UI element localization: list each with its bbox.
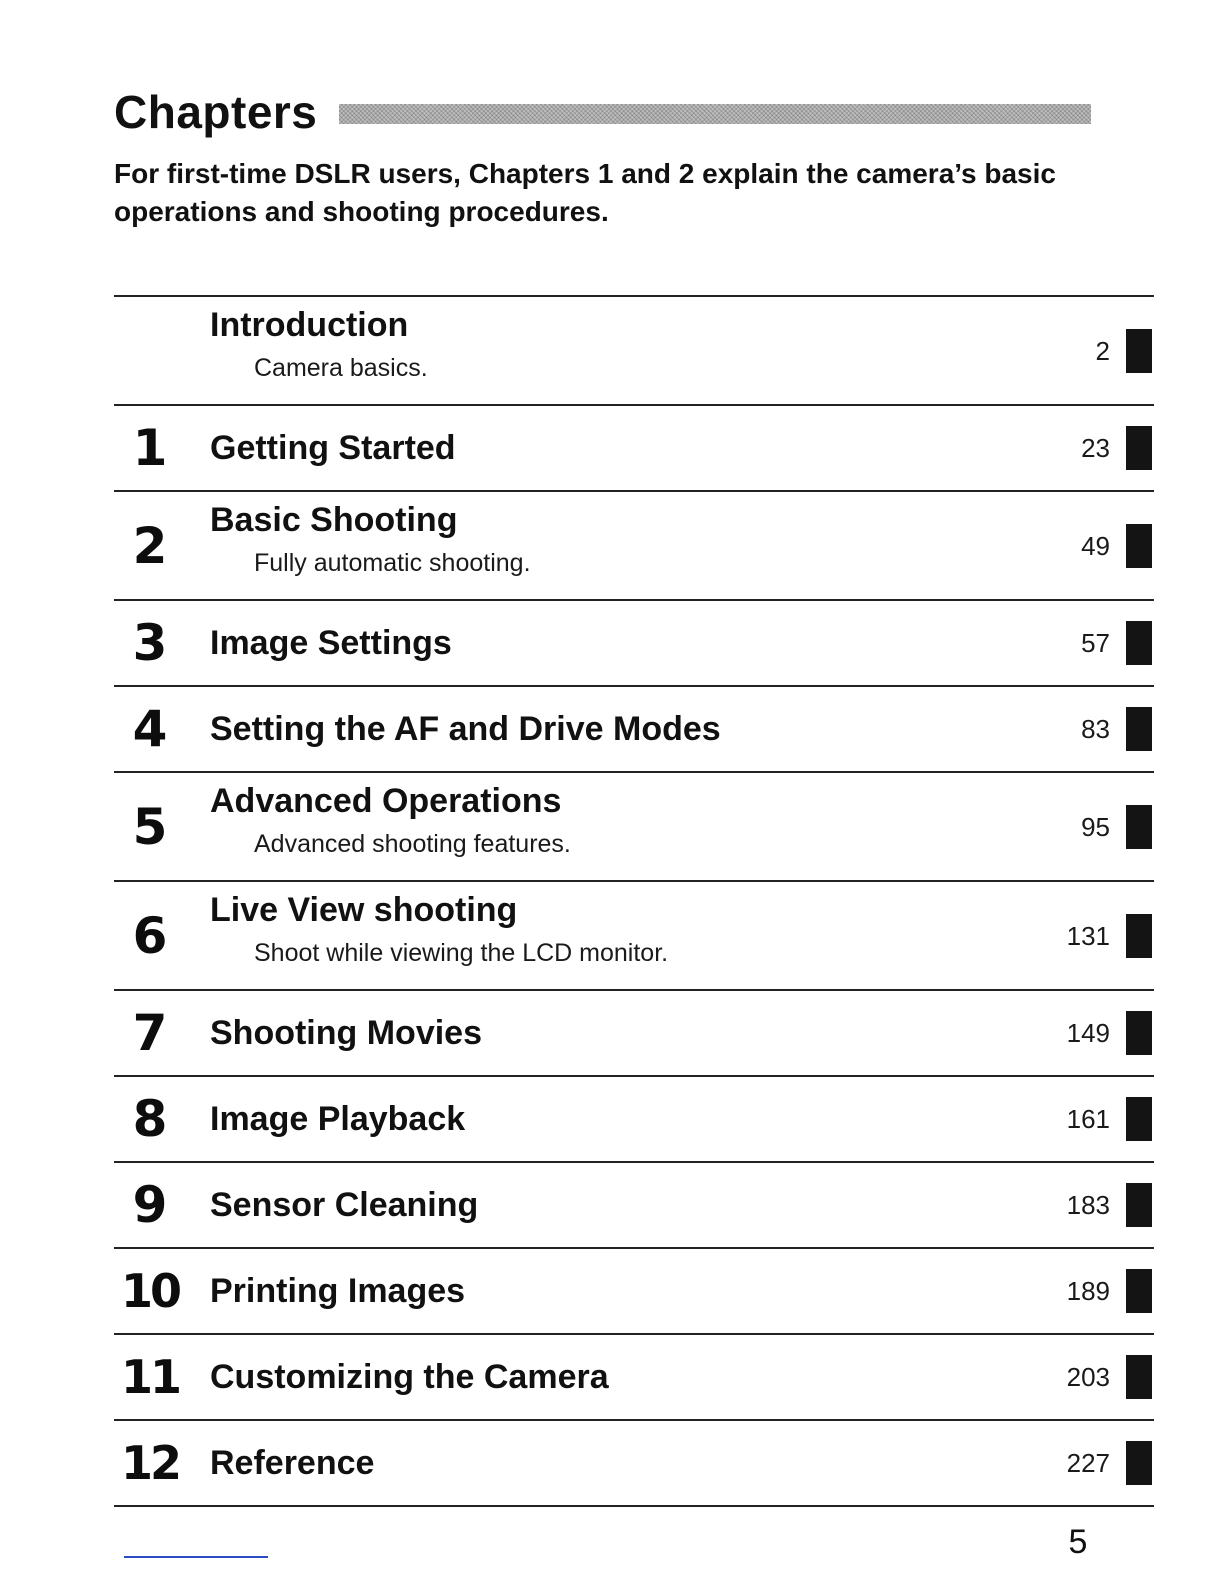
- chapter-tab-marker: [1126, 524, 1152, 568]
- footer-rule: [124, 1556, 268, 1558]
- chapter-page-number[interactable]: 203: [1066, 1362, 1110, 1392]
- chapter-tab-marker: [1126, 1355, 1152, 1399]
- chapter-row-introduction[interactable]: [114, 297, 1154, 406]
- chapter-title[interactable]: Advanced Operations: [210, 782, 562, 820]
- chapter-tab-marker: [1126, 329, 1152, 373]
- chapter-title[interactable]: Live View shooting: [210, 891, 518, 929]
- chapter-row-3[interactable]: [114, 601, 1154, 687]
- chapter-number: 6: [132, 906, 168, 965]
- chapter-row-6[interactable]: [114, 882, 1154, 991]
- chapter-subtitle: Advanced shooting features.: [254, 830, 571, 858]
- chapter-tab-marker: [1126, 1183, 1152, 1227]
- chapter-number: 4: [132, 700, 168, 758]
- chapter-page-number[interactable]: 183: [1066, 1190, 1110, 1220]
- chapter-tab-marker: [1126, 914, 1152, 958]
- chapter-subtitle: Fully automatic shooting.: [254, 549, 531, 577]
- chapter-row-4[interactable]: [114, 687, 1154, 773]
- chapter-page-number[interactable]: 49: [1081, 530, 1110, 561]
- chapter-number: 5: [132, 797, 168, 856]
- chapter-tab-marker: [1126, 1011, 1152, 1055]
- chapter-number: 7: [132, 1004, 168, 1062]
- chapter-tab-marker: [1126, 707, 1152, 751]
- chapter-title[interactable]: Reference: [210, 1444, 375, 1482]
- chapter-row-10[interactable]: [114, 1249, 1154, 1335]
- chapter-row-5[interactable]: [114, 773, 1154, 882]
- chapter-title[interactable]: Setting the AF and Drive Modes: [210, 710, 721, 748]
- chapter-title[interactable]: Image Playback: [210, 1100, 466, 1138]
- chapter-number: 8: [132, 1090, 168, 1148]
- chapter-list: [114, 295, 1154, 1507]
- chapter-title[interactable]: Shooting Movies: [210, 1014, 482, 1052]
- chapter-row-12[interactable]: [114, 1421, 1154, 1507]
- chapter-title[interactable]: Customizing the Camera: [210, 1358, 609, 1396]
- chapter-page-number[interactable]: 95: [1081, 811, 1110, 842]
- chapter-number: 12: [120, 1436, 179, 1490]
- chapter-row-9[interactable]: [114, 1163, 1154, 1249]
- chapter-number: 9: [132, 1176, 168, 1234]
- chapter-number: 10: [120, 1264, 179, 1318]
- chapter-page-number[interactable]: 189: [1066, 1276, 1110, 1306]
- chapter-tab-marker: [1126, 1269, 1152, 1313]
- chapter-tab-marker: [1126, 426, 1152, 470]
- chapter-number: 3: [132, 614, 168, 672]
- chapter-page-number[interactable]: 83: [1081, 714, 1110, 744]
- page-title: Chapters: [114, 86, 318, 138]
- title-shaded-bar: [339, 104, 1091, 124]
- chapter-row-11[interactable]: [114, 1335, 1154, 1421]
- chapter-row-1[interactable]: [114, 406, 1154, 492]
- chapter-title[interactable]: Introduction: [210, 306, 409, 344]
- chapter-number: 11: [120, 1350, 179, 1404]
- chapters-header: [114, 84, 1094, 140]
- chapter-page-number[interactable]: 131: [1066, 920, 1110, 951]
- chapter-subtitle: Shoot while viewing the LCD monitor.: [254, 939, 669, 967]
- chapter-row-2[interactable]: [114, 492, 1154, 601]
- footer-page-number: 5: [1068, 1523, 1088, 1561]
- chapter-tab-marker: [1126, 621, 1152, 665]
- chapter-page-number[interactable]: 57: [1081, 628, 1110, 658]
- chapter-tab-marker: [1126, 805, 1152, 849]
- chapter-title[interactable]: Sensor Cleaning: [210, 1186, 479, 1224]
- chapter-tab-marker: [1126, 1441, 1152, 1485]
- chapter-page-number[interactable]: 161: [1066, 1104, 1110, 1134]
- chapter-page-number[interactable]: 227: [1066, 1448, 1110, 1478]
- chapter-page-number[interactable]: 23: [1081, 433, 1110, 463]
- chapter-number: 1: [132, 419, 168, 477]
- chapter-page-number[interactable]: 149: [1066, 1018, 1110, 1048]
- chapter-row-7[interactable]: [114, 991, 1154, 1077]
- chapter-page-number[interactable]: 2: [1095, 335, 1110, 366]
- chapter-title[interactable]: Image Settings: [210, 624, 452, 662]
- chapter-title[interactable]: Basic Shooting: [210, 501, 458, 539]
- chapter-subtitle: Camera basics.: [254, 354, 428, 382]
- chapter-row-8[interactable]: [114, 1077, 1154, 1163]
- chapter-title[interactable]: Getting Started: [210, 429, 456, 467]
- chapter-tab-marker: [1126, 1097, 1152, 1141]
- intro-paragraph: For first-time DSLR users, Chapters 1 and 2 explain the camera’s basic operations and shooting procedures.: [114, 158, 1056, 227]
- chapter-title[interactable]: Printing Images: [210, 1272, 466, 1310]
- chapter-number: 2: [132, 516, 168, 575]
